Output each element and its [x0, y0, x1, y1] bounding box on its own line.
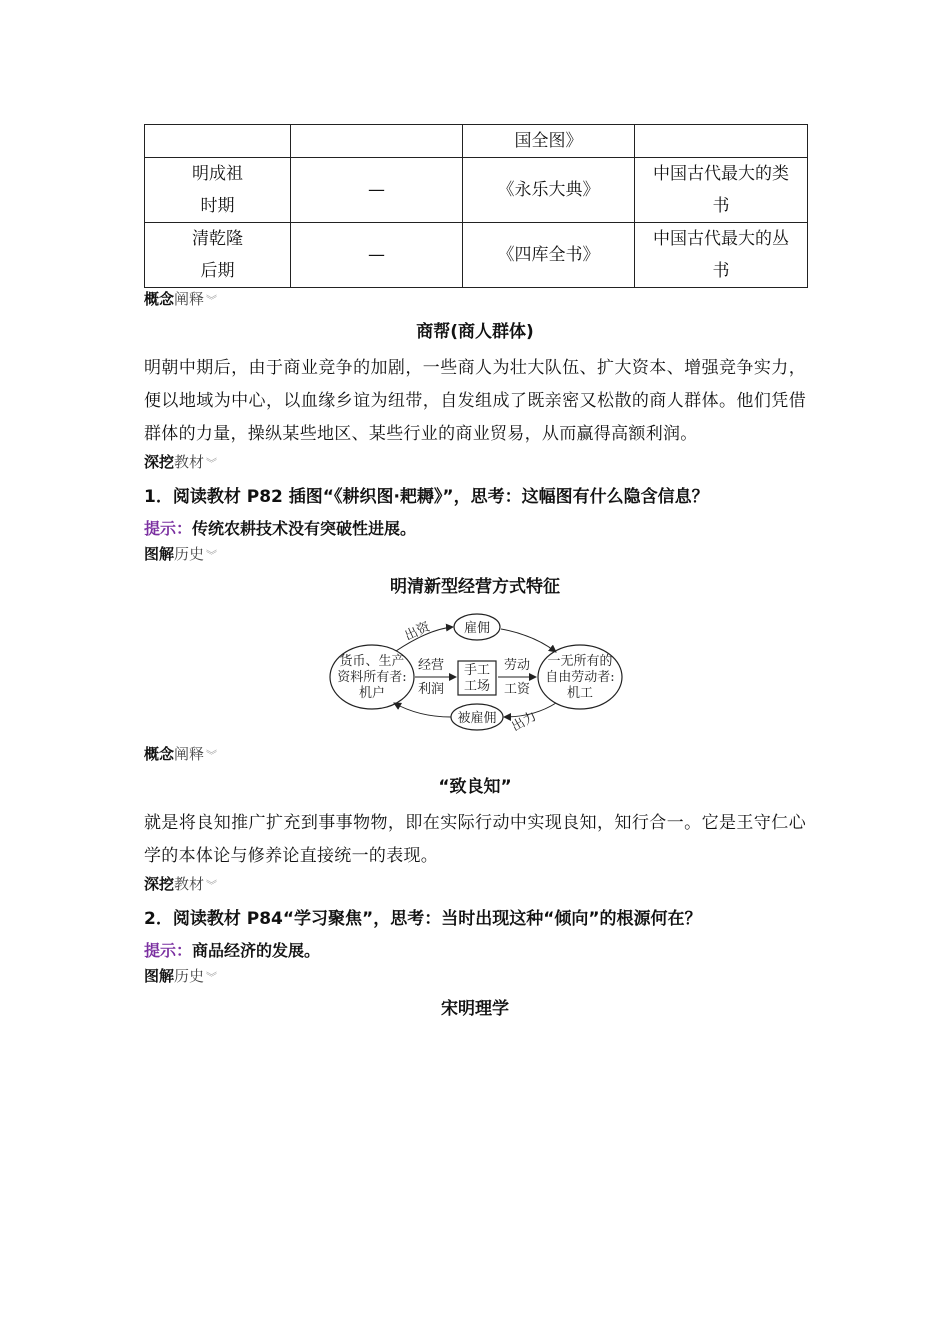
chevron-down-icon: ︾: [206, 749, 218, 762]
right-label-2: 自由劳动者:: [545, 670, 615, 685]
left-label-1: 货币、生产: [339, 654, 405, 669]
paragraph: 就是将良知推广扩充到事事物物，即在实际行动中实现良知，知行合一。它是王守仁心学的本体论与修养论直接统一的表现。: [144, 813, 806, 866]
left-mid-label-1: 经营: [417, 658, 445, 673]
chevron-down-icon: ︾: [206, 294, 218, 307]
management-diagram: [144, 607, 806, 737]
diagram-title: 明清新型经营方式特征: [390, 577, 560, 597]
section-title: “致良知”: [438, 777, 512, 797]
top-label: 雇佣: [463, 621, 491, 636]
question: 2．阅读教材 P84“学习聚焦”，思考：当时出现这种“倾向”的根源何在？: [144, 909, 702, 929]
arrow-bottom-left: [394, 703, 451, 717]
table-cell: [635, 125, 808, 158]
center-label-1: 手工: [463, 663, 491, 678]
section-tag-diagram: 图解历史 ︾: [144, 967, 218, 985]
right-mid-label-2: 工资: [503, 682, 531, 697]
hint: [144, 939, 806, 963]
chevron-down-icon: ︾: [206, 879, 218, 892]
section-tag-diagram: 图解历史 ︾: [144, 545, 218, 563]
chevron-down-icon: ︾: [206, 549, 218, 562]
left-label-2: 资料所有者:: [337, 670, 407, 685]
section-tag-dig: 深挖教材 ︾: [144, 453, 218, 471]
paragraph: 明朝中期后，由于商业竞争的加剧，一些商人为壮大队伍、扩大资本、增强竞争实力，便以地域为中心，以血缘乡谊为纽带，自发组成了既亲密又松散的商人群体。他们凭借群体的力量，操纵某些地区、某些行业的商业贸易，从而赢得高额利润。: [144, 358, 806, 444]
arrow-in-label: 出力: [509, 708, 540, 735]
bottom-label: 被雇佣: [457, 711, 497, 726]
left-mid-label-2: 利润: [417, 682, 445, 697]
work-cell: 《四库全书》: [463, 223, 635, 288]
hint-label: 提示：: [144, 519, 193, 538]
right-mid-label-1: 劳动: [503, 658, 531, 673]
hint-text: 商品经济的发展。: [192, 941, 321, 960]
author-cell: —: [291, 158, 463, 223]
work-cell: 《永乐大典》: [463, 158, 635, 223]
period-cell: 明成祖 时期: [145, 158, 291, 223]
section-tag-dig: 深挖教材 ︾: [144, 875, 218, 893]
table-row: [145, 125, 808, 158]
table-cell: 国全图》: [463, 125, 635, 158]
table-cell: [145, 125, 291, 158]
note-cell: 中国古代最大的类 书: [635, 158, 808, 223]
chevron-down-icon: ︾: [206, 971, 218, 984]
hint: [144, 517, 806, 541]
section-tag-concept: 概念阐释 ︾: [144, 745, 218, 763]
section-tag-concept: 概念阐释 ︾: [144, 290, 218, 308]
diagram-svg: [144, 607, 806, 737]
table-row: [145, 223, 808, 288]
note-cell: 中国古代最大的丛 书: [635, 223, 808, 288]
right-label-1: 一无所有的: [547, 654, 613, 669]
document-page: [144, 124, 806, 1029]
hint-text: 传统农耕技术没有突破性进展。: [192, 519, 417, 538]
table-row: [145, 158, 808, 223]
culture-table: [144, 124, 808, 288]
arrow-out-label: 出资: [402, 619, 433, 645]
table-cell: [291, 125, 463, 158]
section-title: 商帮(商人群体): [416, 322, 534, 342]
right-label-3: 机工: [566, 686, 594, 701]
period-cell: 清乾隆 后期: [145, 223, 291, 288]
chevron-down-icon: ︾: [206, 457, 218, 470]
author-cell: —: [291, 223, 463, 288]
hint-label: 提示：: [144, 941, 193, 960]
center-label-2: 工场: [463, 679, 491, 694]
diagram-title: 宋明理学: [441, 999, 509, 1019]
question: 1．阅读教材 P82 插图“《耕织图·耙耨》”，思考：这幅图有什么隐含信息？: [144, 487, 709, 507]
arrow-top-right: [501, 629, 556, 652]
left-label-3: 机户: [358, 686, 386, 701]
